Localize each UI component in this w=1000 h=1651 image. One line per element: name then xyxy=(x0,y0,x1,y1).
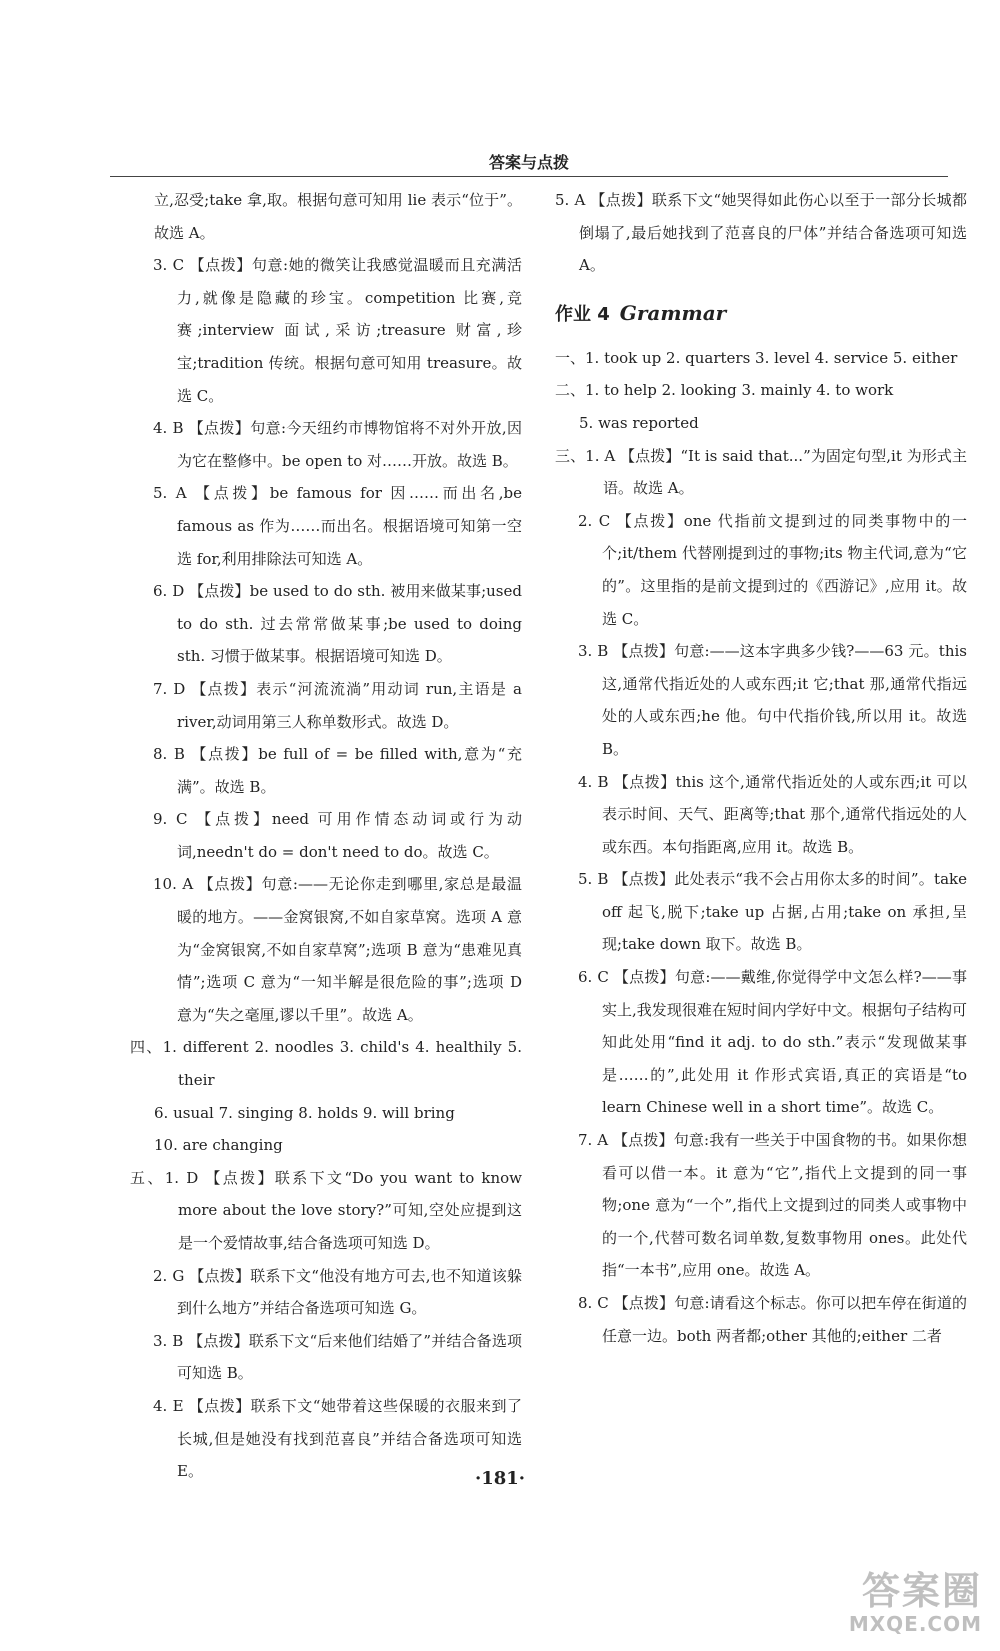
answer-paragraph: 6. D 【点拨】be used to do sth. 被用来做某事;used to do sth. 过去常常做某事;be used to doing sth. 习惯于做某事。根据语境可知选 D。 xyxy=(153,582,522,666)
answer-paragraph: 五、1. D 【点拨】联系下文“Do you want to know more about the love story?”可知,空处应提到这是一个爱情故事,结合备选项可知选 D。 xyxy=(130,1168,522,1252)
answer-paragraph: 5. A 【点拨】be famous for 因……而出名,be famous as 作为……而出名。根据语境可知第一空选 for,利用排除法可知选 A。 xyxy=(153,484,522,568)
section-title-en: Grammar xyxy=(619,300,727,325)
answer-paragraph: 3. B 【点拨】句意:——这本字典多少钱?——63 元。this 这,通常代指近处的人或东西;it 它;that 那,通常代指远处的人或东西;he 他。句中代指价钱,所以用 it。故选 B。 xyxy=(578,642,967,758)
answer-paragraph: 5. B 【点拨】此处表示“我不会占用你太多的时间”。take off 起飞,脱下;take up 占据,占用;take on 承担,呈现;take down 取下。故选 B。 xyxy=(578,870,967,954)
answer-paragraph: 9. C 【点拨】need 可用作情态动词或行为动词,needn't do = don't need to do。故选 C。 xyxy=(153,810,522,861)
answer-paragraph: 二、1. to help 2. looking 3. mainly 4. to work xyxy=(555,381,894,400)
answer-paragraph: 7. D 【点拨】表示“河流流淌”用动词 run,主语是 a river,动词用第三人称单数形式。故选 D。 xyxy=(153,679,522,731)
answer-paragraph: 2. G 【点拨】联系下文“他没有地方可去,也不知道该躲到什么地方”并结合备选项可知选 G。 xyxy=(153,1266,522,1318)
page-header: 答案与点拨 xyxy=(110,150,948,177)
answer-paragraph: 四、1. different 2. noodles 3. child's 4. healthily 5. their xyxy=(130,1038,522,1090)
watermark-line1: 答案圈 xyxy=(861,1569,982,1613)
page-number: ·181· xyxy=(474,1468,526,1489)
answer-paragraph: 5. was reported xyxy=(579,413,699,432)
answer-paragraph: 三、1. A 【点拨】“It is said that...”为固定句型,it 为形式主语。故选 A。 xyxy=(555,446,967,498)
answer-paragraph: 10. A 【点拨】句意:——无论你走到哪里,家总是最温暖的地方。——金窝银窝,不如自家草窝。选项 A 意为“金窝银窝,不如自家草窝”;选项 B 意为“患难见真情”;选项 C 意为“一知半解是很危险的事”;选项 D 意为“失之毫厘,谬以千里”。故选 A。 xyxy=(153,875,522,1024)
answer-paragraph: 4. B 【点拨】句意:今天纽约市博物馆将不对外开放,因为它在整修中。be open to 对……开放。故选 B。 xyxy=(153,419,522,470)
answer-paragraph: 6. usual 7. singing 8. holds 9. will bring xyxy=(154,1103,455,1122)
answer-paragraph: 一、1. took up 2. quarters 3. level 4. service 5. either xyxy=(555,348,958,367)
watermark-logo xyxy=(812,1569,982,1639)
answer-paragraph: 6. C 【点拨】句意:——戴维,你觉得学中文怎么样?——事实上,我发现很难在短时间内学好中文。根据句子结构可知此处用“find it adj. to do sth.”表示“发现做某事是……的”,此处用 it 作形式宾语,真正的宾语是“to learn Chinese well in a short time”。故选 C。 xyxy=(578,968,967,1117)
left-column xyxy=(130,184,522,1488)
answer-paragraph: 10. are changing xyxy=(154,1136,283,1155)
right-column xyxy=(555,184,967,1352)
answer-paragraph: 4. B 【点拨】this 这个,通常代指近处的人或东西;it 可以表示时间、天气、距离等;that 那个,通常代指远处的人或东西。本句指距离,应用 it。故选 B。 xyxy=(578,772,967,856)
answer-paragraph: 8. C 【点拨】句意:请看这个标志。你可以把车停在街道的任意一边。both 两者都;other 其他的;either 二者 xyxy=(578,1294,967,1345)
answer-paragraph: 8. B 【点拨】be full of = be filled with,意为“充满”。故选 B。 xyxy=(153,745,522,796)
section-title xyxy=(555,296,967,332)
answer-paragraph: 2. C 【点拨】one 代指前文提到过的同类事物中的一个;it/them 代替刚提到过的事物;its 物主代词,意为“它的”。这里指的是前文提到过的《西游记》,应用 it。故选 C。 xyxy=(578,511,967,628)
answer-paragraph: 3. B 【点拨】联系下文“后来他们结婚了”并结合备选项可知选 B。 xyxy=(153,1331,522,1383)
answer-paragraph: 立,忍受;take 拿,取。根据句意可知用 lie 表示“位于”。故选 A。 xyxy=(154,191,522,242)
answer-paragraph: 4. E 【点拨】联系下文“她带着这些保暖的衣服来到了长城,但是她没有找到范喜良”并结合备选项可知选 E。 xyxy=(153,1396,522,1481)
answer-paragraph: 3. C 【点拨】句意:她的微笑让我感觉温暖而且充满活力,就像是隐藏的珍宝。competition 比赛,竞赛;interview 面试,采访;treasure 财富,珍宝;tradition 传统。根据句意可知用 treasure。故选 C。 xyxy=(153,256,522,405)
watermark-line2: MXQE.COM xyxy=(848,1612,982,1636)
answer-paragraph: 7. A 【点拨】句意:我有一些关于中国食物的书。如果你想看可以借一本。it 意为“它”,指代上文提到的同一事物;one 意为“一个”,指代上文提到过的同类人或事物中的一个,代替可数名词单数,复数事物用 ones。此处代指“一本书”,应用 one。故选 A。 xyxy=(578,1131,967,1280)
answer-paragraph: 5. A 【点拨】联系下文“她哭得如此伤心以至于一部分长城都倒塌了,最后她找到了范喜良的尸体”并结合备选项可知选 A。 xyxy=(555,191,967,275)
section-label: 作业 4 xyxy=(555,303,610,325)
